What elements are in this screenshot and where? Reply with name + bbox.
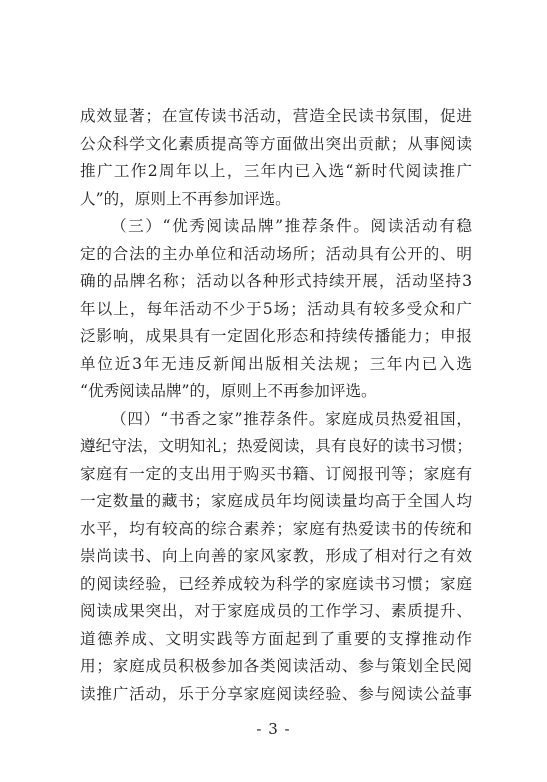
text-line: 崇尚读书、向上向善的家风家教，形成了相对行之有效: [80, 547, 472, 565]
section-heading-line: （三）“优秀阅读品牌”推荐条件。阅读活动有稳: [111, 217, 472, 235]
text-line: 年以上，每年活动不少于5场；活动具有较多受众和广: [80, 299, 472, 318]
section-heading-line: （四）“书香之家”推荐条件。家庭成员热爱祖国，: [111, 409, 472, 428]
text-line: 确的品牌名称；活动以各种形式持续开展，活动坚持3: [80, 272, 472, 290]
text-line: 一定数量的藏书；家庭成员年均阅读量均高于全国人均: [80, 492, 472, 510]
text-line: “优秀阅读品牌”的，原则上不再参加评选。: [80, 382, 377, 400]
text-line: 家庭有一定的支出用于购买书籍、订阅报刊等；家庭有: [80, 464, 472, 483]
text-line: 的阅读经验，已经养成较为科学的家庭读书习惯；家庭: [80, 574, 472, 593]
text-line: 单位近3年无违反新闻出版相关法规；三年内已入选: [80, 354, 472, 373]
text-line: 用；家庭成员积极参加各类阅读活动、参与策划全民阅: [80, 657, 472, 675]
text-line: 人”的，原则上不再参加评选。: [80, 189, 291, 208]
text-line: 阅读成果突出，对于家庭成员的工作学习、素质提升、: [80, 602, 472, 620]
text-line: 道德养成、文明实践等方面起到了重要的支撑推动作: [80, 629, 472, 648]
text-line: 水平，均有较高的综合素养；家庭有热爱读书的传统和: [80, 519, 472, 538]
page-number: - 3 -: [256, 720, 291, 738]
text-line: 推广工作2周年以上，三年内已入选“新时代阅读推广: [80, 162, 472, 180]
body-text: [80, 103, 472, 708]
text-line: 泛影响，成果具有一定固化形态和持续传播能力；申报: [80, 327, 472, 345]
text-line: 成效显著；在宣传读书活动，营造全民读书氛围，促进: [80, 107, 472, 125]
text-line: 公众科学文化素质提高等方面做出突出贡献；从事阅读: [80, 134, 472, 153]
text-line: 遵纪守法，文明知礼；热爱阅读，具有良好的读书习惯；: [80, 437, 472, 455]
text-line: 定的合法的主办单位和活动场所；活动具有公开的、明: [80, 244, 472, 263]
text-line: 读推广活动，乐于分享家庭阅读经验、参与阅读公益事: [80, 684, 472, 703]
